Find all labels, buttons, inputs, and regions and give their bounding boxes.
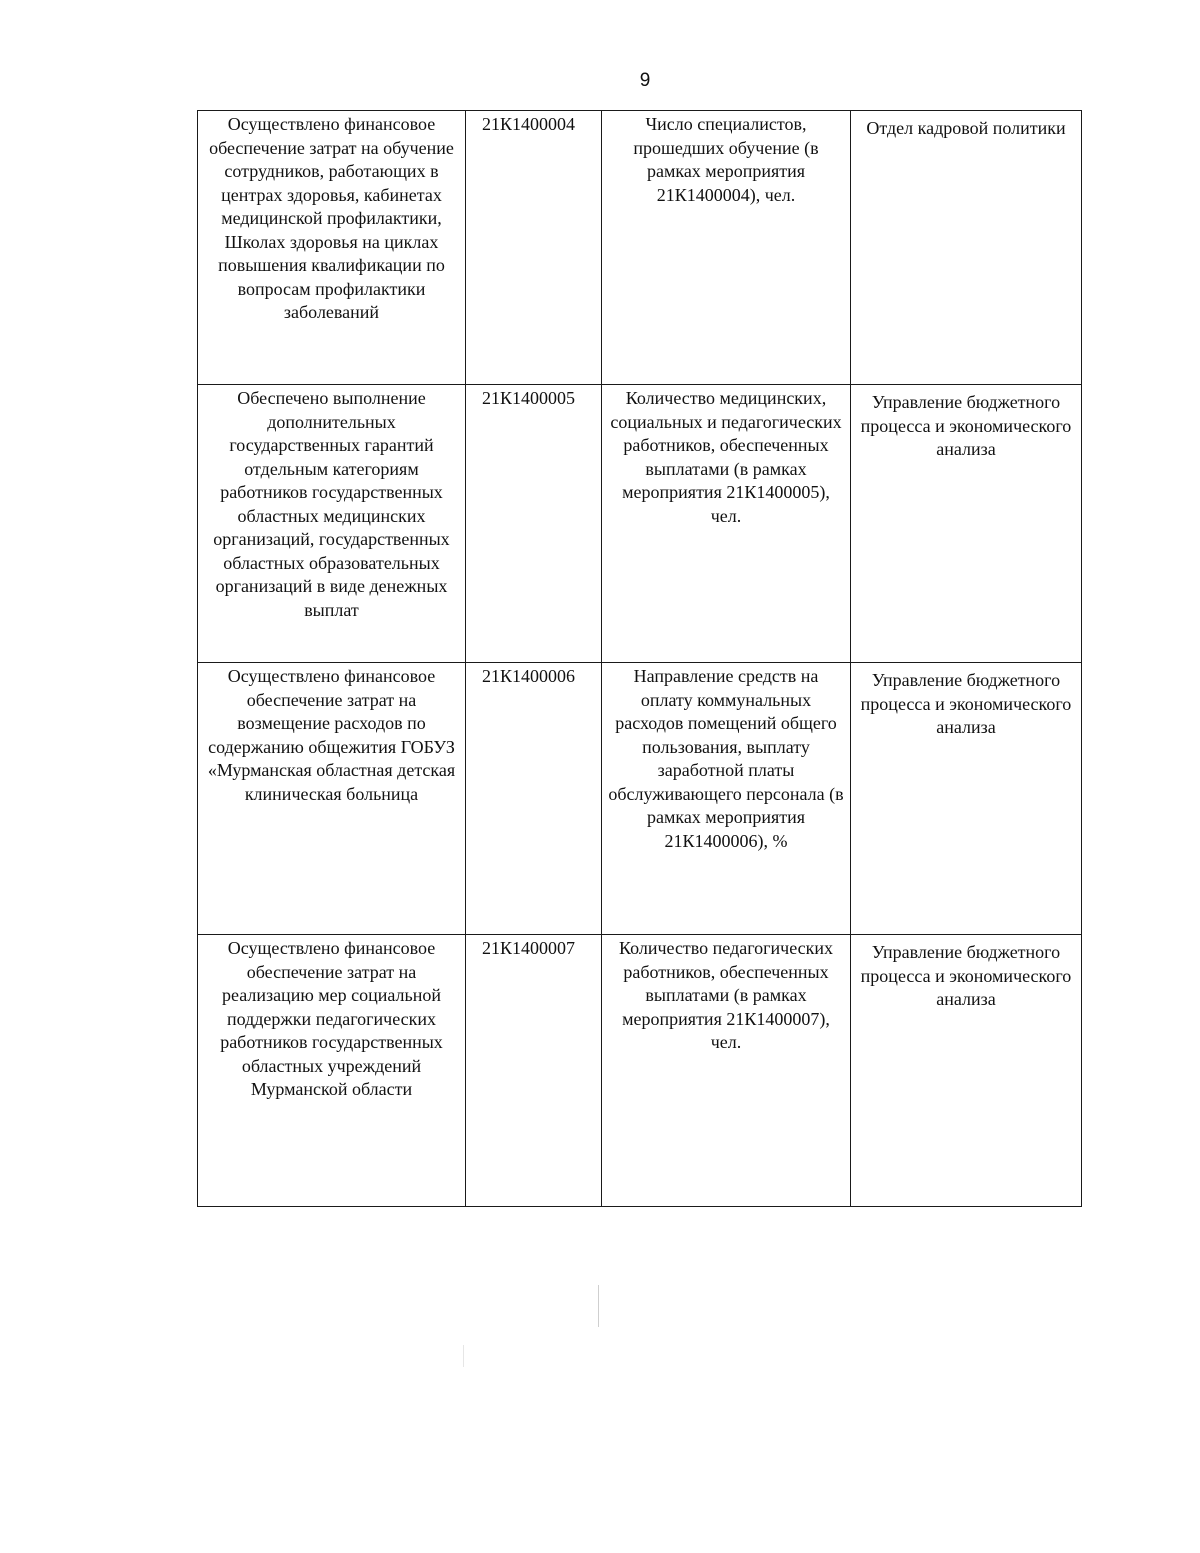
scan-artifact [463,1345,464,1367]
result-cell: Осуществлено финансовое обеспечение затрат на возмещение расходов по содержанию общежития ГОБУЗ «Мурманская областная детская клиническая больница [198,663,466,935]
indicator-cell: Направление средств на оплату коммунальных расходов помещений общего пользования, выплату заработной платы обслуживающего персонала (в рамках мероприятия 21К1400006), % [602,663,851,935]
table-row [198,111,1082,385]
indicator-cell: Число специалистов, прошедших обучение (в рамках мероприятия 21К1400004), чел. [602,111,851,385]
code-cell: 21К1400004 [466,111,602,385]
code-cell: 21К1400005 [466,385,602,663]
table-row [198,935,1082,1207]
responsible-cell: Управление бюджетного процесса и экономического анализа [851,385,1082,663]
table-row [198,385,1082,663]
scan-artifact [598,1285,599,1327]
responsible-cell: Управление бюджетного процесса и экономического анализа [851,663,1082,935]
code-cell: 21К1400007 [466,935,602,1207]
page-number: 9 [639,70,651,91]
responsible-cell: Отдел кадровой политики [851,111,1082,385]
result-cell: Обеспечено выполнение дополнительных государственных гарантий отдельным категориям работников государственных областных медицинских организаций, государственных областных образовательных организаций в виде денежных выплат [198,385,466,663]
code-cell: 21К1400006 [466,663,602,935]
result-cell: Осуществлено финансовое обеспечение затрат на обучение сотрудников, работающих в центрах здоровья, кабинетах медицинской профилактики, Школах здоровья на циклах повышения квалификации по вопросам профилактики заболеваний [198,111,466,385]
indicators-table [197,110,1082,1207]
table-row [198,663,1082,935]
result-cell: Осуществлено финансовое обеспечение затрат на реализацию мер социальной поддержки педагогических работников государственных областных учреждений Мурманской области [198,935,466,1207]
indicator-cell: Количество медицинских, социальных и педагогических работников, обеспеченных выплатами (в рамках мероприятия 21К1400005), чел. [602,385,851,663]
responsible-cell: Управление бюджетного процесса и экономического анализа [851,935,1082,1207]
indicator-cell: Количество педагогических работников, обеспеченных выплатами (в рамках мероприятия 21К1400007), чел. [602,935,851,1207]
